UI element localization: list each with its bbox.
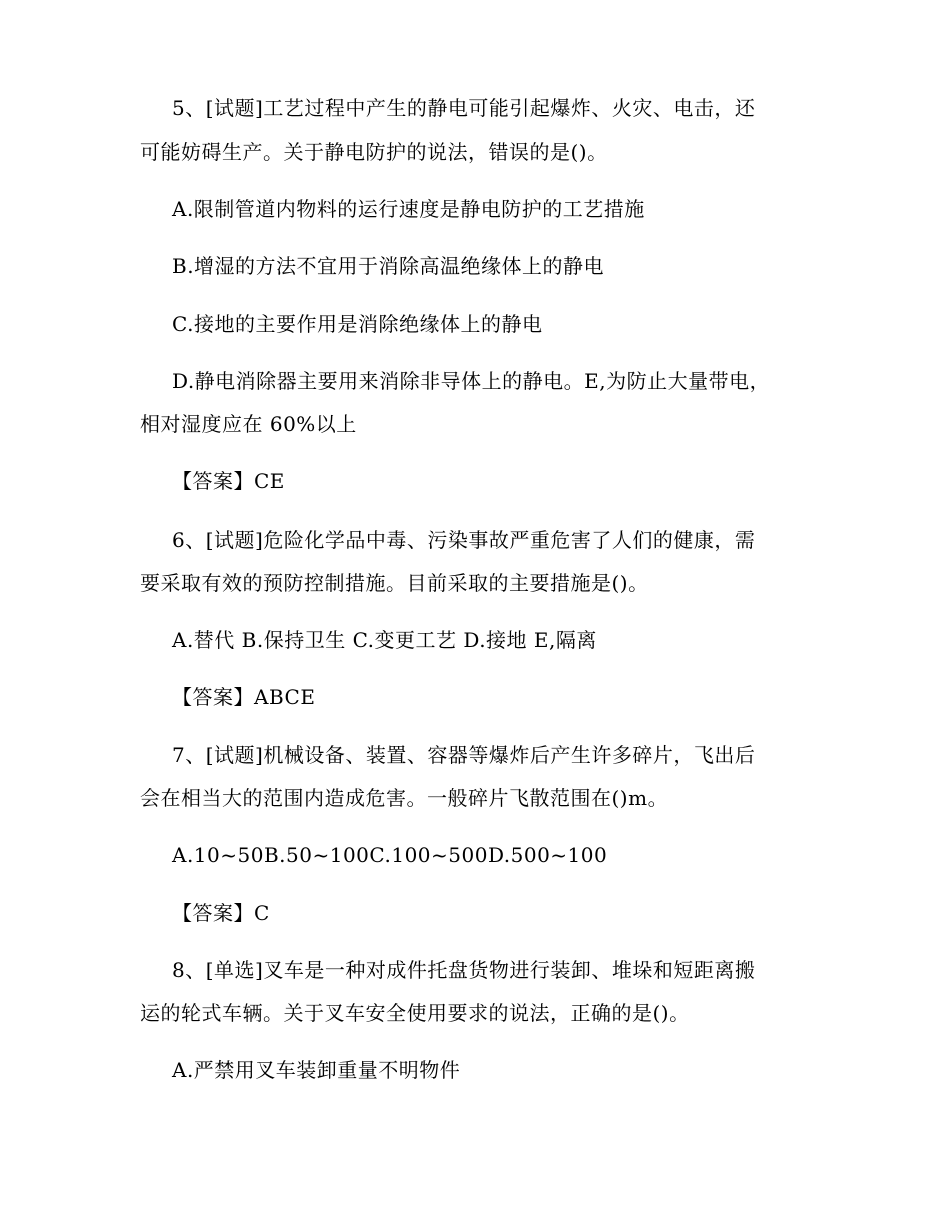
option-b: B.增湿的方法不宜用于消除高温绝缘体上的静电 [172, 254, 605, 278]
question-stem-line: 会在相当大的范围内造成危害。一般碎片飞散范围在()m。 [140, 786, 669, 810]
option-d: D.静电消除器主要用来消除非导体上的静电。E,为防止大量带电， [172, 369, 771, 393]
question-stem-line: 运的轮式车辆。关于叉车安全使用要求的说法，正确的是()。 [140, 1001, 690, 1025]
option-a: A.限制管道内物料的运行速度是静电防护的工艺措施 [172, 197, 645, 221]
options-line: A.10~50B.50~100C.100~500D.500~100 [172, 843, 608, 867]
question-stem-line: 6、[试题]危险化学品中毒、污染事故严重危害了人们的健康，需 [172, 528, 756, 552]
answer-line: 【答案】CE [172, 469, 285, 493]
question-stem-line: 要采取有效的预防控制措施。目前采取的主要措施是()。 [140, 571, 649, 595]
options-line: A.替代 B.保持卫生 C.变更工艺 D.接地 E,隔离 [172, 628, 597, 652]
question-stem-line: 8、[单选]叉车是一种对成件托盘货物进行装卸、堆垛和短距离搬 [172, 958, 756, 982]
option-c: C.接地的主要作用是消除绝缘体上的静电 [172, 312, 543, 336]
question-stem-line: 7、[试题]机械设备、装置、容器等爆炸后产生许多碎片，飞出后 [172, 743, 756, 767]
option-d-continuation: 相对湿度应在 60%以上 [140, 412, 357, 436]
answer-line: 【答案】ABCE [172, 685, 316, 709]
answer-line: 【答案】C [172, 901, 270, 925]
option-a: A.严禁用叉车装卸重量不明物件 [172, 1058, 461, 1082]
question-stem-line: 可能妨碍生产。关于静电防护的说法，错误的是()。 [140, 140, 608, 164]
question-stem-line: 5、[试题]工艺过程中产生的静电可能引起爆炸、火灾、电击，还 [172, 96, 756, 120]
